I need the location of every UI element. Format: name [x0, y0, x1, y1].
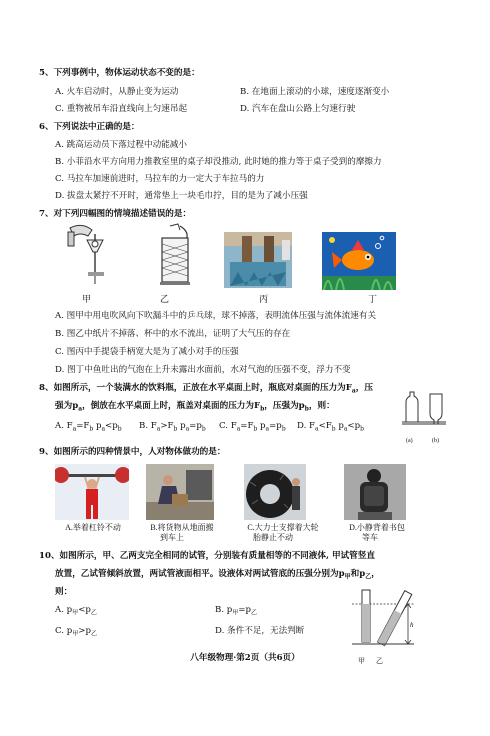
q10-option-c: C. $p_甲>p_乙$ [55, 626, 97, 638]
fig-label-bing: 丙 [259, 294, 269, 304]
q6-option-a: A. 跳高运动员下落过程中动能减小 [55, 140, 187, 150]
q9-caption-d-line2: 等车 [362, 533, 378, 542]
q8-option-b: B. $F_a>F_b$ $p_a=p_b$ [139, 421, 206, 433]
q6-option-b: B. 小菲沿水平方向用力推教室里的桌子却没推动, 此时她的推力等于桌子受到的摩擦力 [55, 157, 382, 167]
bottle-label-b: (b) [432, 438, 439, 444]
q10-option-b: B. $p_甲=p_乙$ [215, 605, 258, 617]
q5-option-d: D. 汽车在盘山公路上匀速行驶 [240, 104, 356, 114]
lifting-cargo-photo [146, 464, 214, 520]
q10-stem-line2: 放置，乙试管倾斜放置，两试管液面相平。设液体对两试管底的压强分别为$p_甲$和$p_乙$， [55, 569, 380, 581]
q7-option-a: A. 图甲中用电吹风向下吹漏斗中的乒乓球，球不掉落，表明流体压强与流体流速有关 [55, 311, 377, 321]
tube-label-jia: 甲 [358, 657, 365, 665]
page-footer: 八年级物理·第2页（共6页） [190, 653, 300, 663]
q9-caption-a: A.举着杠铃不动 [65, 523, 121, 532]
q9-caption-c-line2: 胎静止不动 [253, 533, 293, 542]
shopping-bag-photo [224, 232, 292, 288]
hair-dryer-funnel-figure [62, 222, 110, 290]
q9-caption-d-line1: D.小静背着书包 [349, 523, 405, 532]
bottle-label-a: (a) [406, 438, 413, 444]
height-label: h [410, 621, 414, 629]
tube-label-yi: 乙 [376, 657, 383, 665]
q7-option-c: C. 图丙中手提袋手柄宽大是为了减小对手的压强 [55, 347, 239, 357]
q10-option-a: A. $p_甲<p_乙$ [55, 605, 97, 617]
inverted-cup-paper-figure [150, 222, 202, 290]
q8-option-d: D. $F_a<F_b$ $p_a<p_b$ [297, 421, 364, 433]
fig-label-jia: 甲 [82, 294, 92, 304]
q5-option-a: A. 火车启动时，从静止变为运动 [55, 87, 179, 97]
q6-option-d: D. 拔盘太紧拧不开时，通常垫上一块毛巾拧，目的是为了减小压强 [55, 191, 308, 201]
bottles-figure [400, 388, 448, 434]
test-tubes-figure [350, 586, 418, 658]
q9-caption-c-line1: C.大力士支撑着大轮 [247, 523, 319, 532]
q8-option-c: C. $F_a=F_b$ $p_a=p_b$ [219, 421, 286, 433]
q9-caption-b-line1: B.将货物从地面搬 [150, 523, 214, 532]
q7-stem: 7、对下列四幅图的情境描述错误的是： [39, 209, 192, 219]
q5-option-c: C. 重物被吊车沿直线向上匀速吊起 [55, 104, 188, 114]
q7-option-b: B. 图乙中纸片不掉落、杯中的水不流出，证明了大气压的存在 [55, 329, 291, 339]
fish-bubble-painting [322, 232, 396, 290]
q5-option-b: B. 在地面上滚动的小球，速度逐渐变小 [240, 87, 390, 97]
q6-option-c: C. 马拉车加速前进时，马拉车的力一定大于车拉马的力 [55, 174, 265, 184]
tire-support-photo [244, 464, 306, 520]
fig-label-yi: 乙 [160, 294, 170, 304]
q7-option-d: D. 图丁中鱼吐出的气泡在上升未露出水面前，水对气泡的压强不变，浮力不变 [55, 365, 351, 375]
weightlifter-photo [55, 464, 129, 520]
q5-stem: 5、下列事例中，物体运动状态不变的是： [39, 68, 200, 78]
q8-option-a: A. $F_a=F_b$ $p_a<p_b$ [55, 421, 122, 433]
q6-stem: 6、下列说法中正确的是： [39, 122, 140, 132]
q10-option-d: D. 条件不足，无法判断 [215, 626, 305, 636]
q8-stem-line2: 强为$p_a$，倒放在水平桌面上时，瓶盖对桌面的压力为$F_b$，压强为$p_b$，则： [55, 401, 335, 413]
q8-stem-line1: 8、如图所示，一个装满水的饮料瓶，正放在水平桌面上时，瓶底对桌面的压力为$F_a$，压 [39, 383, 373, 395]
q9-caption-b-line2: 到车上 [160, 533, 184, 542]
q9-stem: 9、如图所示的四种情景中，人对物体做功的是： [39, 447, 226, 457]
q10-stem-line3: 则： [55, 587, 73, 597]
backpack-student-photo [344, 464, 406, 520]
q10-stem-line1: 10、如图所示，甲、乙两支完全相同的试管，分别装有质量相等的不同液体, 甲试管竖直 [39, 551, 375, 561]
fig-label-ding: 丁 [368, 294, 378, 304]
